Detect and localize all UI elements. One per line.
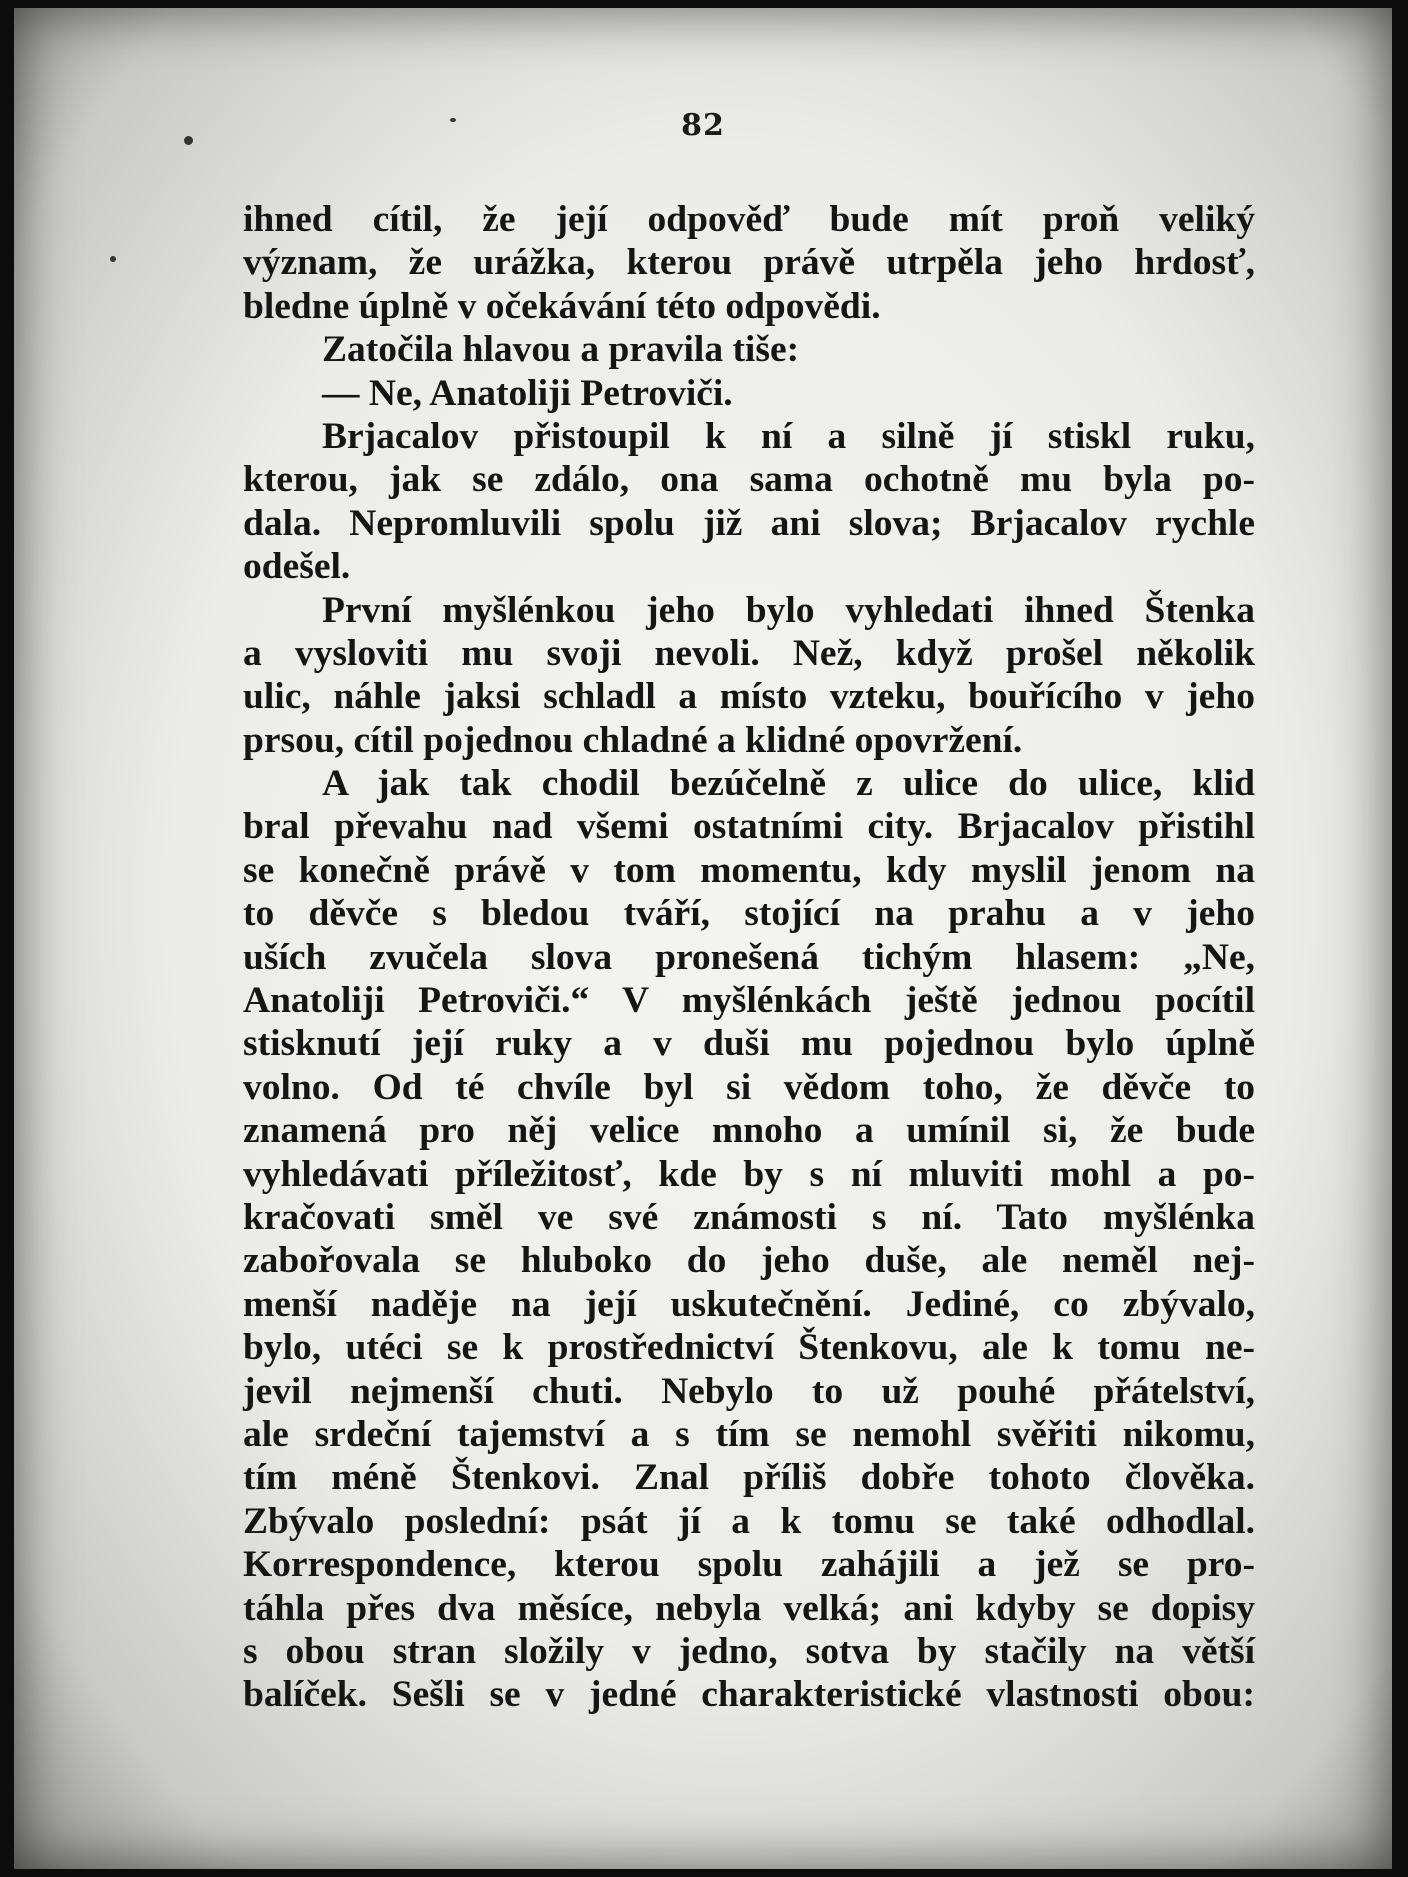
text-line: odešel. <box>243 546 351 588</box>
text-line: vyhledávati příležitosť, kde by s ní mluviti mohl a po- <box>243 1153 1255 1195</box>
text-line: se konečně právě v tom momentu, kdy myslil jenom na <box>243 849 1255 891</box>
text-line: ulic, náhle jaksi schladl a místo vzteku, bouřícího v jeho <box>243 676 1255 718</box>
page-number: 82 <box>681 108 725 143</box>
text-line: bylo, utéci se k prostřednictví Štenkovu, ale k tomu ne- <box>243 1327 1255 1369</box>
text-line: zabořovala se hluboko do jeho duše, ale neměl nej- <box>243 1240 1255 1282</box>
text-line: ale srdeční tajemství a s tím se nemohl svěřiti nikomu, <box>243 1413 1255 1455</box>
text-line: Korrespondence, kterou spolu zahájili a jež se pro- <box>243 1544 1255 1586</box>
text-line: Zbývalo poslední: psát jí a k tomu se také odhodlal. <box>243 1500 1255 1542</box>
text-line: význam, že urážka, kterou právě utrpěla jeho hrdosť, <box>243 242 1255 284</box>
text-line: s obou stran složily v jedno, sotva by stačily na větší <box>243 1630 1255 1672</box>
text-line: Anatoliji Petroviči.“ V myšlénkách ještě jednou pocítil <box>243 980 1255 1022</box>
text-line: uších zvučela slova pronešená tichým hlasem: „Ne, <box>243 936 1255 978</box>
text-line: to děvče s bledou tváří, stojící na prahu a v jeho <box>243 893 1255 935</box>
text-line: tím méně Štenkovi. Znal příliš dobře tohoto člověka. <box>243 1457 1255 1499</box>
text-line: a vysloviti mu svoji nevoli. Než, když prošel několik <box>243 632 1255 674</box>
text-line: balíček. Sešli se v jedné charakteristické vlastnosti obou: <box>243 1674 1255 1716</box>
text-line: stisknutí její ruky a v duši mu pojednou bylo úplně <box>243 1023 1255 1065</box>
text-line: — Ne, Anatoliji Petroviči. <box>322 372 733 414</box>
text-line: A jak tak chodil bezúčelně z ulice do ulice, klid <box>322 763 1255 805</box>
book-page <box>14 8 1392 1869</box>
body-text <box>243 198 1255 1717</box>
text-line: bral převahu nad všemi ostatními city. Brjacalov přistihl <box>243 806 1255 848</box>
text-line: kterou, jak se zdálo, ona sama ochotně mu byla po- <box>243 459 1255 501</box>
text-line: ihned cítil, že její odpověď bude mít proň veliký <box>243 199 1255 240</box>
text-line: znamená pro něj velice mnoho a umínil si, že bude <box>243 1110 1255 1152</box>
ink-speck <box>110 256 116 262</box>
text-line: menší naděje na její uskutečnění. Jediné, co zbývalo, <box>243 1283 1255 1325</box>
text-line: Brjacalov přistoupil k ní a silně jí stiskl ruku, <box>322 415 1255 457</box>
text-line: volno. Od té chvíle byl si vědom toho, že děvče to <box>243 1066 1255 1108</box>
text-line: kračovati směl ve své známosti s ní. Tato myšlénka <box>243 1196 1255 1238</box>
text-line: prsou, cítil pojednou chladné a klidné opovržení. <box>243 719 1023 761</box>
text-line: První myšlénkou jeho bylo vyhledati ihned Štenka <box>322 589 1255 631</box>
text-line: Zatočila hlavou a pravila tiše: <box>322 329 800 371</box>
text-line: táhla přes dva měsíce, nebyla velká; ani kdyby se dopisy <box>243 1587 1255 1629</box>
text-line: bledne úplně v očekávání této odpovědi. <box>243 285 881 327</box>
text-line: dala. Nepromluvili spolu již ani slova; Brjacalov rychle <box>243 502 1255 544</box>
text-line: jevil nejmenší chuti. Nebylo to už pouhé přátelství, <box>243 1370 1255 1412</box>
